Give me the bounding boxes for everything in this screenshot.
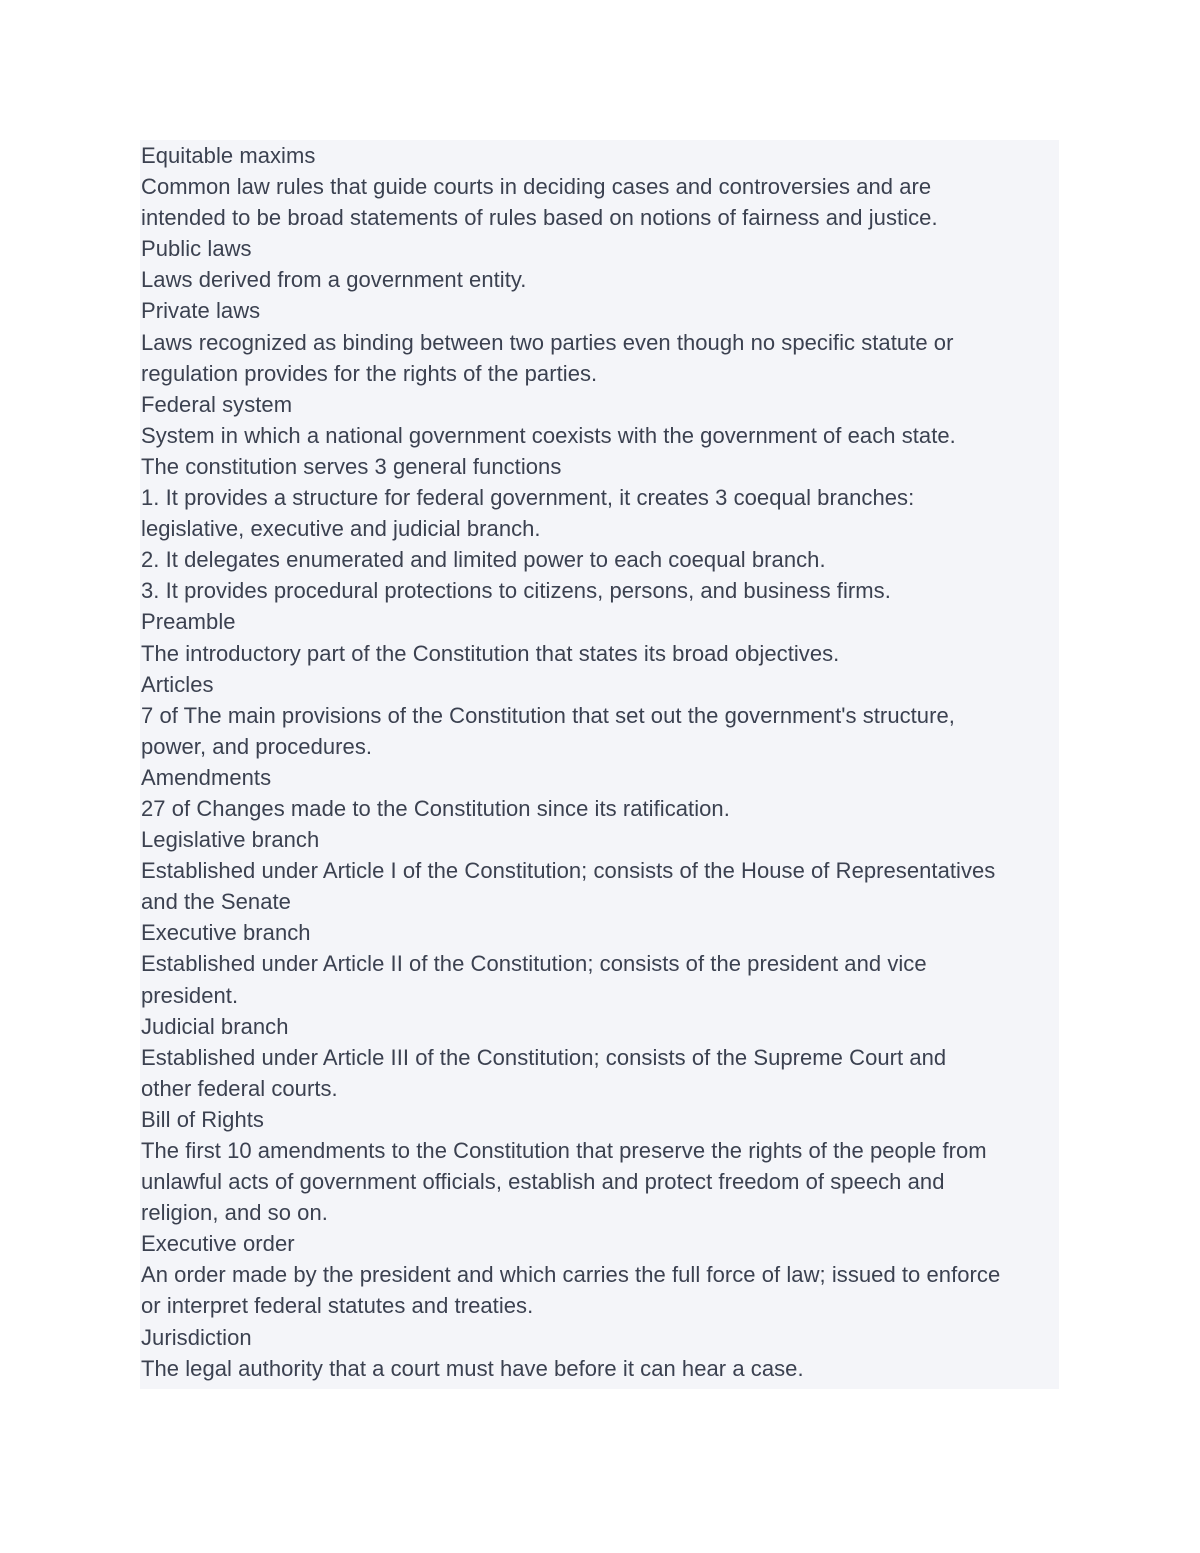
definition-line: The first 10 amendments to the Constitution that preserve the rights of the people from [141, 1138, 987, 1163]
definition-line: unlawful acts of government officials, establish and protect freedom of speech and [141, 1169, 945, 1195]
list-item-line: legislative, executive and judicial branch. [141, 516, 541, 542]
definition-line: Established under Article III of the Constitution; consists of the Supreme Court and [141, 1044, 947, 1070]
definition-line: Established under Article I of the Constitution; consists of the House of Representatives [141, 858, 996, 884]
definition-line: Laws derived from a government entity. [141, 267, 527, 293]
definition-line: regulation provides for the rights of the parties. [141, 360, 598, 386]
term-executive-order: Executive order [141, 1231, 295, 1257]
definition-line: religion, and so on. [141, 1200, 328, 1226]
list-item-line: 3. It provides procedural protections to citizens, persons, and business firms. [141, 578, 891, 604]
definition-line: The legal authority that a court must have before it can hear a case. [141, 1355, 804, 1381]
definition-line: Established under Article II of the Constitution; consists of the president and vice [141, 951, 927, 977]
definition-line: Laws recognized as binding between two parties even though no specific statute or [141, 329, 954, 355]
term-jurisdiction: Jurisdiction [141, 1324, 252, 1350]
term-private-laws: Private laws [141, 298, 261, 324]
definition-line: The introductory part of the Constitution that states its broad objectives. [141, 640, 840, 666]
term-public-laws: Public laws [141, 236, 252, 262]
definition-line: other federal courts. [141, 1075, 338, 1101]
definition-line: power, and procedures. [141, 733, 373, 759]
term-constitution-functions: The constitution serves 3 general functions [141, 453, 562, 479]
definition-line: and the Senate [141, 889, 291, 915]
term-federal-system: Federal system [141, 391, 293, 417]
definition-line: Common law rules that guide courts in deciding cases and controversies and are [141, 174, 932, 200]
definition-line: or interpret federal statutes and treaties. [141, 1293, 534, 1319]
term-bill-of-rights: Bill of Rights [141, 1106, 264, 1132]
term-equitable-maxims: Equitable maxims [141, 143, 316, 168]
definition-line: intended to be broad statements of rules based on notions of fairness and justice. [141, 205, 938, 231]
list-item-line: 2. It delegates enumerated and limited power to each coequal branch. [141, 547, 826, 573]
definition-line: 7 of The main provisions of the Constitution that set out the government's structure, [141, 702, 955, 728]
term-judicial-branch: Judicial branch [141, 1013, 289, 1039]
definition-line: 27 of Changes made to the Constitution since its ratification. [141, 795, 730, 821]
term-preamble: Preamble [141, 609, 236, 635]
term-articles: Articles [141, 671, 214, 697]
list-item-line: 1. It provides a structure for federal government, it creates 3 coequal branches: [141, 485, 915, 511]
term-legislative-branch: Legislative branch [141, 827, 320, 853]
definition-line: president. [141, 982, 239, 1008]
text-block [140, 140, 1059, 1389]
definition-line: System in which a national government coexists with the government of each state. [141, 422, 956, 448]
term-amendments: Amendments [141, 764, 272, 790]
term-executive-branch: Executive branch [141, 920, 311, 946]
definition-line: An order made by the president and which carries the full force of law; issued to enforce [141, 1262, 1001, 1288]
